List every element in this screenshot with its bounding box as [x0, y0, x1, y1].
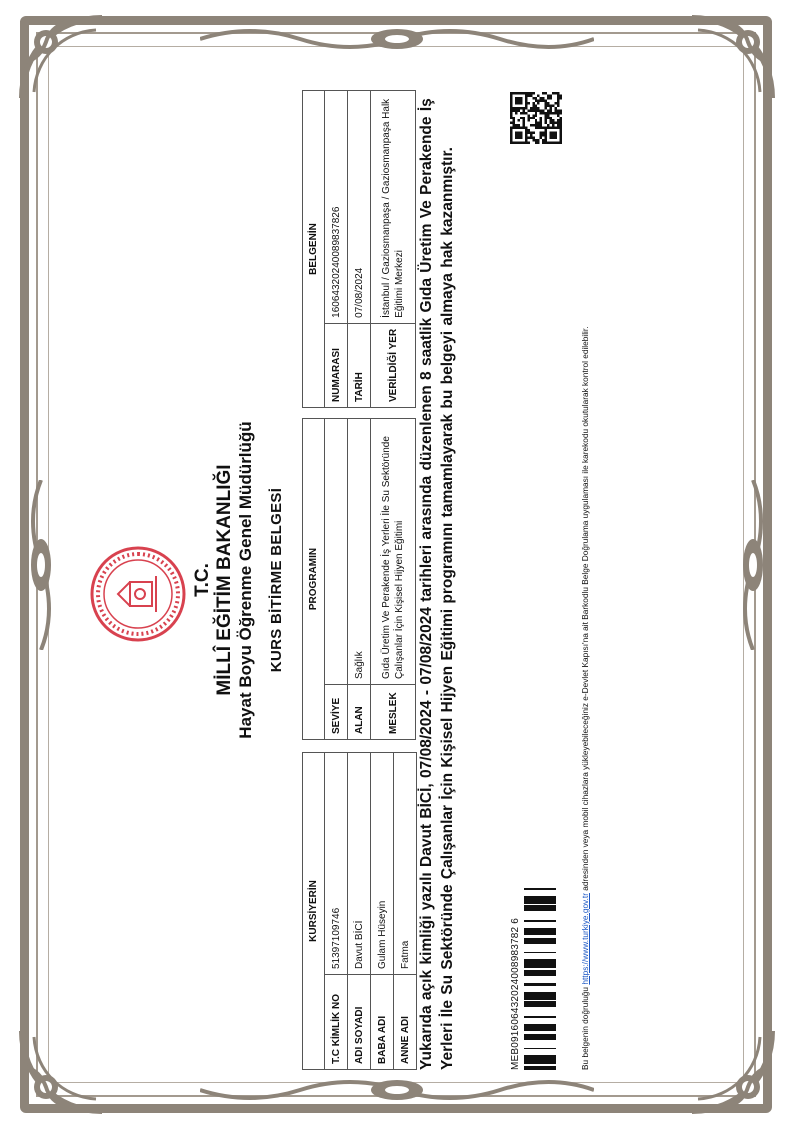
statement-part-1: Yukarıda açık kimliği yazılı — [418, 872, 435, 1070]
field-value: 16064320240089837826 — [325, 91, 348, 324]
field-value: Fatma — [394, 753, 417, 975]
trainee-heading: KURSİYERİN — [303, 753, 325, 1070]
table-row — [371, 419, 416, 740]
table-row — [325, 753, 348, 1070]
field-label: TARİH — [348, 323, 371, 407]
ministry-seal-icon — [90, 546, 186, 642]
document-title: KURS BİTİRME BELGESİ — [268, 487, 285, 673]
header-tc: T.C. — [192, 563, 213, 597]
field-label: BABA ADI — [371, 975, 394, 1070]
certificate-content — [80, 80, 760, 1080]
field-value: Sağlık — [348, 419, 371, 685]
verify-link[interactable]: https://www.turkiye.gov.tr — [580, 893, 590, 985]
trainee-table — [302, 752, 417, 1070]
field-value: Davut BİCİ — [348, 753, 371, 975]
header-directorate: Hayat Boyu Öğrenme Genel Müdürlüğü — [236, 421, 255, 739]
header-ministry: MİLLÎ EĞİTİM BAKANLIĞI — [214, 464, 235, 696]
field-value: Gıda Üretim Ve Perakende İş Yerleri İle Su Sektöründe Çalışanlar İçin Kişisel Hijyen Eğitimi — [371, 419, 416, 685]
field-label: VERİLDİĞİ YER — [371, 323, 416, 407]
document-code: MEB091606432024008983782 6 — [510, 917, 521, 1070]
table-row — [348, 91, 371, 408]
field-value: Gulam Hüseyin — [371, 753, 394, 975]
field-label: MESLEK — [371, 685, 416, 740]
edge-ornament-icon — [24, 480, 58, 650]
table-row — [348, 753, 371, 1070]
edge-ornament-icon — [200, 22, 594, 56]
field-label: ALAN — [348, 685, 371, 740]
field-label: ADI SOYADI — [348, 975, 371, 1070]
table-row — [394, 753, 417, 1070]
field-value — [325, 419, 348, 685]
statement-part-2: 07/08/2024 - 07/08/2024 tarihleri arasında düzenlenen 8 saatlik Gıda Üretim Ve Perakende İş Yerleri İle Su Sektöründe Çalışanlar İçin Kişisel Hijyen Eğitimi programını tamamlayarak bu belgeyi almaya hak kazanmıştır. — [418, 98, 456, 1070]
program-heading: PROGRAMIN — [303, 419, 325, 740]
field-value: İstanbul / Gaziosmanpaşa / Gaziosmanpaşa Halk Eğitimi Merkezi — [371, 91, 416, 324]
field-value: 51397109746 — [325, 753, 348, 975]
table-row — [371, 753, 394, 1070]
verification-note — [580, 80, 590, 1070]
field-label: NUMARASI — [325, 323, 348, 407]
table-row — [325, 91, 348, 408]
certificate-info-table — [302, 90, 416, 408]
certificate-heading: BELGENİN — [303, 91, 325, 408]
field-label: ANNE ADI — [394, 975, 417, 1070]
barcode-icon — [524, 888, 556, 1070]
certificate-statement — [416, 95, 458, 1070]
verify-text-post: adresinden veya mobil cihazlara yükleyebileceğiniz e-Devlet Kapısı'na ait Barkodlu Belge Doğrulama uygulaması ile karekodu okutularak kontrol edilebilir. — [580, 326, 590, 891]
field-value: 07/08/2024 — [348, 91, 371, 324]
table-row — [348, 419, 371, 740]
program-table — [302, 418, 416, 740]
verify-text-pre: Bu belgenin doğruluğu — [580, 986, 590, 1070]
table-row — [371, 91, 416, 408]
table-row — [325, 419, 348, 740]
qr-code-icon — [510, 92, 562, 144]
field-label: T.C KİMLİK NO — [325, 975, 348, 1070]
field-label: SEVİYE — [325, 685, 348, 740]
trainee-name: Davut BİCİ, — [418, 783, 435, 867]
